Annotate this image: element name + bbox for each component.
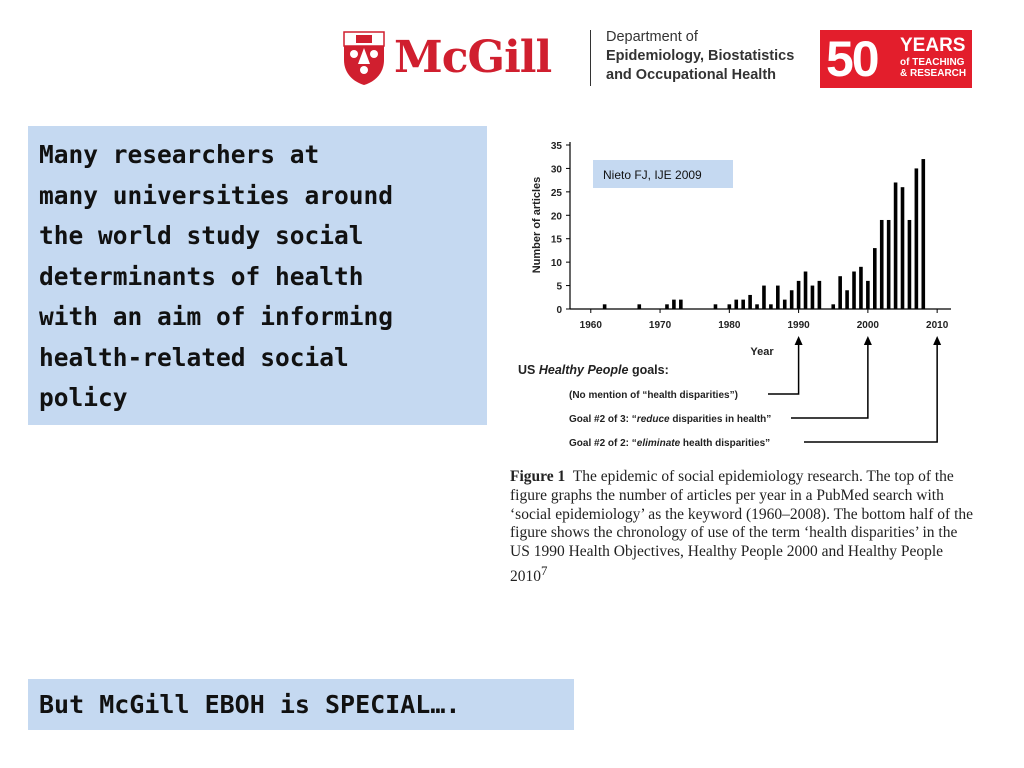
bar-2008: [921, 159, 925, 309]
goal-2000: Goal #2 of 3: “reduce disparities in health”: [569, 414, 772, 425]
bar-2007: [915, 168, 919, 309]
bar-1988: [783, 300, 787, 309]
arrowhead-icon: [864, 336, 872, 345]
bar-2006: [908, 220, 912, 309]
x-tick-label: 1990: [787, 320, 810, 331]
main-statement: Many researchers at many universities around the world study social determinants of health with an aim of informing health-related social policy: [28, 126, 487, 425]
bar-2005: [901, 187, 905, 309]
bar-1978: [714, 304, 718, 309]
bar-1980: [728, 304, 732, 309]
caption-text: The epidemic of social epidemiology research. The top of the figure graphs the number of articles per year in a PubMed search with ‘social epidemiology’ as the keyword (1960–2008). The bottom half of the figure shows the chronology of use of the term ‘health disparities’ in the US 1990 Health Objectives, Healthy People 2000 and Healthy People 2010: [510, 468, 974, 586]
badge-teaching: [900, 57, 966, 79]
y-tick-label: 10: [550, 258, 562, 270]
bar-1997: [845, 290, 849, 309]
bar-1983: [748, 295, 752, 309]
dept-line-2: Epidemiology, Biostatistics: [606, 48, 795, 64]
arrowhead-icon: [933, 336, 941, 345]
bar-1989: [790, 290, 794, 309]
y-tick-label: 35: [550, 141, 562, 152]
bar-1991: [804, 272, 808, 309]
bar-1973: [679, 300, 683, 309]
department-name: [606, 28, 794, 85]
goal-arrow-2000: [791, 339, 868, 418]
badge-number: 50: [826, 31, 878, 87]
y-tick-label: 20: [550, 211, 562, 223]
dept-line-3: and Occupational Health: [606, 67, 776, 83]
header: [338, 26, 978, 92]
goal-2010: Goal #2 of 2: “eliminate health disparities”: [569, 438, 771, 449]
bar-1985: [762, 286, 766, 309]
y-axis-label: Number of articles: [531, 176, 543, 274]
bar-1967: [637, 304, 641, 309]
bar-1995: [831, 304, 835, 309]
x-axis-label: Year: [750, 346, 774, 358]
caption-label: Figure 1: [510, 468, 566, 485]
bar-1972: [672, 300, 676, 309]
mcgill-shield-icon: [342, 30, 386, 86]
bar-1990: [797, 281, 801, 309]
bottom-statement: But McGill EBOH is SPECIAL….: [28, 679, 574, 730]
bar-1998: [852, 272, 856, 309]
arrowhead-icon: [795, 336, 803, 345]
badge-line-3: & RESEARCH: [900, 68, 967, 79]
bar-2000: [866, 281, 870, 309]
bar-2003: [887, 220, 891, 309]
articles-bar-chart: [506, 132, 976, 462]
bar-2002: [880, 220, 884, 309]
bar-1996: [838, 276, 842, 309]
y-tick-label: 15: [550, 234, 562, 246]
anniversary-badge: [820, 30, 972, 88]
dept-line-1: Department of: [606, 29, 698, 45]
goals-title: US Healthy People goals:: [518, 363, 669, 377]
logo-separator: [590, 30, 591, 86]
bar-1993: [818, 281, 822, 309]
x-tick-label: 1980: [718, 320, 741, 331]
mcgill-logo-text: McGill: [394, 32, 552, 83]
badge-years: YEARS: [900, 35, 966, 56]
y-tick-label: 30: [550, 164, 562, 176]
figure: [506, 132, 976, 607]
x-tick-label: 1960: [579, 320, 602, 331]
goal-1990: (No mention of “health disparities”): [569, 390, 738, 401]
badge-line-2: of TEACHING: [900, 57, 965, 68]
goal-arrow-2010: [804, 339, 937, 442]
y-tick-label: 25: [550, 187, 562, 199]
bar-2004: [894, 182, 898, 309]
bar-1984: [755, 304, 759, 309]
bar-1981: [734, 300, 738, 309]
y-tick-label: 5: [556, 281, 562, 293]
caption-ref: 7: [541, 562, 548, 578]
bar-1982: [741, 300, 745, 309]
y-tick-label: 0: [556, 305, 562, 316]
x-tick-label: 1970: [648, 320, 672, 331]
bar-1992: [811, 286, 815, 309]
citation-text: Nieto FJ, IJE 2009: [603, 168, 702, 182]
bar-1986: [769, 304, 773, 309]
bar-1971: [665, 304, 669, 309]
figure-caption: [510, 468, 980, 587]
x-tick-label: 2000: [856, 320, 879, 331]
bar-1962: [603, 304, 607, 309]
x-tick-label: 2010: [926, 320, 949, 331]
bar-1987: [776, 286, 780, 309]
bar-1999: [859, 267, 863, 309]
bar-2001: [873, 248, 877, 309]
